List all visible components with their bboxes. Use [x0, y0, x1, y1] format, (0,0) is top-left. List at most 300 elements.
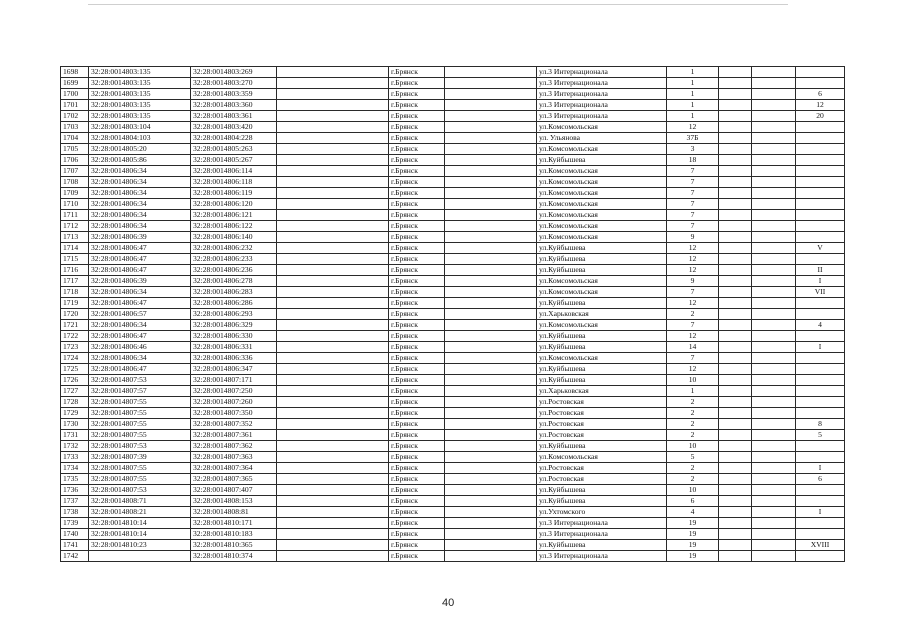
street-cell: ул.Комсомольская [537, 188, 667, 199]
empty-cell [752, 529, 796, 540]
object-number-cell: 32:28:0014806:347 [191, 364, 277, 375]
table-row [61, 111, 845, 122]
empty-cell [445, 133, 537, 144]
empty-cell [719, 122, 752, 133]
city-cell: г.Брянск [389, 210, 445, 221]
street-cell: ул.Куйбышева [537, 243, 667, 254]
land-plot-number-cell: 32:28:0014807:55 [89, 419, 191, 430]
empty-cell [277, 529, 389, 540]
empty-cell [719, 507, 752, 518]
street-cell: ул. Ульянова [537, 133, 667, 144]
empty-cell [719, 67, 752, 78]
object-number-cell: 32:28:0014803:270 [191, 78, 277, 89]
street-cell: ул.Харьковская [537, 386, 667, 397]
empty-cell [719, 452, 752, 463]
empty-cell [445, 397, 537, 408]
city-cell: г.Брянск [389, 540, 445, 551]
empty-cell [445, 518, 537, 529]
table-row [61, 78, 845, 89]
empty-cell [752, 144, 796, 155]
street-cell: ул.3 Интернационала [537, 551, 667, 562]
empty-cell [277, 309, 389, 320]
house-cell: 5 [667, 452, 719, 463]
house-cell: 7 [667, 177, 719, 188]
street-cell: ул.Куйбышева [537, 540, 667, 551]
room-cell: 6 [796, 89, 845, 100]
house-cell: 9 [667, 232, 719, 243]
row-number-cell: 1703 [61, 122, 89, 133]
land-plot-number-cell: 32:28:0014806:34 [89, 199, 191, 210]
empty-cell [752, 298, 796, 309]
land-plot-number-cell: 32:28:0014806:34 [89, 177, 191, 188]
empty-cell [752, 397, 796, 408]
house-cell: 1 [667, 78, 719, 89]
empty-cell [719, 298, 752, 309]
city-cell: г.Брянск [389, 78, 445, 89]
empty-cell [445, 342, 537, 353]
house-cell: 2 [667, 430, 719, 441]
object-number-cell: 32:28:0014805:267 [191, 155, 277, 166]
empty-cell [752, 89, 796, 100]
empty-cell [752, 188, 796, 199]
row-number-cell: 1707 [61, 166, 89, 177]
city-cell: г.Брянск [389, 441, 445, 452]
row-number-cell: 1700 [61, 89, 89, 100]
row-number-cell: 1716 [61, 265, 89, 276]
empty-cell [752, 265, 796, 276]
row-number-cell: 1718 [61, 287, 89, 298]
row-number-cell: 1719 [61, 298, 89, 309]
empty-cell [719, 386, 752, 397]
object-number-cell: 32:28:0014807:365 [191, 474, 277, 485]
empty-cell [719, 78, 752, 89]
row-number-cell: 1742 [61, 551, 89, 562]
row-number-cell: 1713 [61, 232, 89, 243]
row-number-cell: 1730 [61, 419, 89, 430]
room-cell [796, 155, 845, 166]
land-plot-number-cell: 32:28:0014810:14 [89, 529, 191, 540]
empty-cell [277, 496, 389, 507]
object-number-cell: 32:28:0014807:171 [191, 375, 277, 386]
house-cell: 19 [667, 540, 719, 551]
empty-cell [752, 419, 796, 430]
empty-cell [752, 177, 796, 188]
city-cell: г.Брянск [389, 375, 445, 386]
empty-cell [277, 320, 389, 331]
table-row [61, 100, 845, 111]
street-cell: ул.Комсомольская [537, 353, 667, 364]
land-plot-number-cell: 32:28:0014806:47 [89, 265, 191, 276]
empty-cell [719, 287, 752, 298]
empty-cell [445, 474, 537, 485]
city-cell: г.Брянск [389, 232, 445, 243]
street-cell: ул.Комсомольская [537, 210, 667, 221]
object-number-cell: 32:28:0014806:122 [191, 221, 277, 232]
object-number-cell: 32:28:0014807:407 [191, 485, 277, 496]
row-number-cell: 1710 [61, 199, 89, 210]
object-number-cell: 32:28:0014807:361 [191, 430, 277, 441]
street-cell: ул.Куйбышева [537, 441, 667, 452]
empty-cell [277, 221, 389, 232]
city-cell: г.Брянск [389, 265, 445, 276]
room-cell [796, 177, 845, 188]
empty-cell [752, 485, 796, 496]
empty-cell [277, 133, 389, 144]
city-cell: г.Брянск [389, 188, 445, 199]
land-plot-number-cell: 32:28:0014807:55 [89, 463, 191, 474]
street-cell: ул.Ростовская [537, 408, 667, 419]
land-plot-number-cell: 32:28:0014807:39 [89, 452, 191, 463]
row-number-cell: 1715 [61, 254, 89, 265]
house-cell: 10 [667, 485, 719, 496]
city-cell: г.Брянск [389, 551, 445, 562]
empty-cell [719, 441, 752, 452]
street-cell: ул.Ростовская [537, 474, 667, 485]
house-cell: 2 [667, 419, 719, 430]
empty-cell [277, 298, 389, 309]
row-number-cell: 1738 [61, 507, 89, 518]
top-rule [88, 4, 788, 5]
city-cell: г.Брянск [389, 144, 445, 155]
empty-cell [445, 67, 537, 78]
room-cell [796, 518, 845, 529]
land-plot-number-cell: 32:28:0014806:34 [89, 353, 191, 364]
room-cell [796, 309, 845, 320]
city-cell: г.Брянск [389, 331, 445, 342]
empty-cell [752, 452, 796, 463]
room-cell [796, 375, 845, 386]
empty-cell [277, 111, 389, 122]
city-cell: г.Брянск [389, 166, 445, 177]
table-row [61, 210, 845, 221]
land-plot-number-cell: 32:28:0014806:47 [89, 254, 191, 265]
empty-cell [277, 67, 389, 78]
city-cell: г.Брянск [389, 430, 445, 441]
empty-cell [445, 419, 537, 430]
empty-cell [752, 463, 796, 474]
table-row [61, 144, 845, 155]
object-number-cell: 32:28:0014806:278 [191, 276, 277, 287]
empty-cell [445, 485, 537, 496]
land-plot-number-cell: 32:28:0014804:103 [89, 133, 191, 144]
empty-cell [719, 166, 752, 177]
land-plot-number-cell: 32:28:0014810:14 [89, 518, 191, 529]
land-plot-number-cell: 32:28:0014806:34 [89, 166, 191, 177]
object-number-cell: 32:28:0014807:260 [191, 397, 277, 408]
house-cell: 4 [667, 507, 719, 518]
empty-cell [445, 122, 537, 133]
street-cell: ул.3 Интернационала [537, 100, 667, 111]
empty-cell [752, 309, 796, 320]
city-cell: г.Брянск [389, 100, 445, 111]
empty-cell [752, 364, 796, 375]
row-number-cell: 1717 [61, 276, 89, 287]
empty-cell [277, 375, 389, 386]
row-number-cell: 1698 [61, 67, 89, 78]
table-row [61, 408, 845, 419]
row-number-cell: 1702 [61, 111, 89, 122]
room-cell [796, 408, 845, 419]
street-cell: ул.Комсомольская [537, 287, 667, 298]
empty-cell [277, 188, 389, 199]
empty-cell [719, 221, 752, 232]
city-cell: г.Брянск [389, 518, 445, 529]
table-row [61, 232, 845, 243]
table-row [61, 540, 845, 551]
row-number-cell: 1739 [61, 518, 89, 529]
empty-cell [752, 199, 796, 210]
empty-cell [445, 100, 537, 111]
house-cell: 7 [667, 353, 719, 364]
room-cell [796, 298, 845, 309]
land-plot-number-cell: 32:28:0014803:135 [89, 100, 191, 111]
object-number-cell: 32:28:0014804:228 [191, 133, 277, 144]
object-number-cell: 32:28:0014806:331 [191, 342, 277, 353]
empty-cell [445, 188, 537, 199]
page-number: 40 [442, 597, 455, 609]
city-cell: г.Брянск [389, 408, 445, 419]
room-cell [796, 221, 845, 232]
empty-cell [277, 551, 389, 562]
empty-cell [277, 441, 389, 452]
row-number-cell: 1737 [61, 496, 89, 507]
room-cell [796, 386, 845, 397]
empty-cell [445, 111, 537, 122]
room-cell: I [796, 463, 845, 474]
city-cell: г.Брянск [389, 485, 445, 496]
empty-cell [752, 331, 796, 342]
row-number-cell: 1722 [61, 331, 89, 342]
row-number-cell: 1734 [61, 463, 89, 474]
land-plot-number-cell: 32:28:0014807:53 [89, 441, 191, 452]
empty-cell [277, 287, 389, 298]
empty-cell [277, 199, 389, 210]
empty-cell [719, 529, 752, 540]
city-cell: г.Брянск [389, 463, 445, 474]
object-number-cell: 32:28:0014806:140 [191, 232, 277, 243]
city-cell: г.Брянск [389, 177, 445, 188]
room-cell [796, 254, 845, 265]
street-cell: ул.Комсомольская [537, 144, 667, 155]
empty-cell [719, 496, 752, 507]
city-cell: г.Брянск [389, 133, 445, 144]
room-cell [796, 199, 845, 210]
empty-cell [445, 243, 537, 254]
land-plot-number-cell: 32:28:0014805:86 [89, 155, 191, 166]
street-cell: ул.Куйбышева [537, 375, 667, 386]
row-number-cell: 1714 [61, 243, 89, 254]
house-cell: 10 [667, 375, 719, 386]
empty-cell [445, 364, 537, 375]
empty-cell [719, 155, 752, 166]
empty-cell [277, 364, 389, 375]
city-cell: г.Брянск [389, 452, 445, 463]
empty-cell [445, 177, 537, 188]
house-cell: 1 [667, 386, 719, 397]
empty-cell [719, 331, 752, 342]
empty-cell [719, 485, 752, 496]
table-row [61, 364, 845, 375]
row-number-cell: 1723 [61, 342, 89, 353]
empty-cell [445, 540, 537, 551]
empty-cell [719, 243, 752, 254]
table-row [61, 133, 845, 144]
table-row [61, 199, 845, 210]
empty-cell [277, 155, 389, 166]
empty-cell [719, 463, 752, 474]
city-cell: г.Брянск [389, 507, 445, 518]
row-number-cell: 1711 [61, 210, 89, 221]
empty-cell [445, 166, 537, 177]
land-plot-number-cell: 32:28:0014807:53 [89, 375, 191, 386]
empty-cell [719, 111, 752, 122]
room-cell: XVIII [796, 540, 845, 551]
empty-cell [719, 254, 752, 265]
street-cell: ул.Комсомольская [537, 122, 667, 133]
object-number-cell: 32:28:0014807:364 [191, 463, 277, 474]
city-cell: г.Брянск [389, 298, 445, 309]
street-cell: ул.Комсомольская [537, 221, 667, 232]
empty-cell [277, 408, 389, 419]
empty-cell [445, 210, 537, 221]
empty-cell [752, 221, 796, 232]
table-row [61, 518, 845, 529]
empty-cell [277, 397, 389, 408]
empty-cell [752, 166, 796, 177]
empty-cell [719, 276, 752, 287]
object-number-cell: 32:28:0014806:329 [191, 320, 277, 331]
city-cell: г.Брянск [389, 397, 445, 408]
table-row [61, 441, 845, 452]
house-cell: 7 [667, 166, 719, 177]
row-number-cell: 1720 [61, 309, 89, 320]
table-row [61, 551, 845, 562]
table-row [61, 254, 845, 265]
land-plot-number-cell: 32:28:0014803:135 [89, 89, 191, 100]
empty-cell [445, 551, 537, 562]
street-cell: ул.Комсомольская [537, 232, 667, 243]
row-number-cell: 1732 [61, 441, 89, 452]
object-number-cell: 32:28:0014806:283 [191, 287, 277, 298]
empty-cell [277, 276, 389, 287]
room-cell [796, 485, 845, 496]
empty-cell [719, 419, 752, 430]
land-plot-number-cell: 32:28:0014807:55 [89, 474, 191, 485]
city-cell: г.Брянск [389, 419, 445, 430]
row-number-cell: 1699 [61, 78, 89, 89]
street-cell: ул.3 Интернационала [537, 89, 667, 100]
city-cell: г.Брянск [389, 243, 445, 254]
table-row [61, 331, 845, 342]
room-cell [796, 67, 845, 78]
house-cell: 7 [667, 221, 719, 232]
table-row [61, 221, 845, 232]
empty-cell [277, 122, 389, 133]
land-plot-number-cell: 32:28:0014806:39 [89, 276, 191, 287]
empty-cell [752, 67, 796, 78]
street-cell: ул.Комсомольская [537, 320, 667, 331]
table-row [61, 485, 845, 496]
room-cell [796, 210, 845, 221]
street-cell: ул.Ростовская [537, 397, 667, 408]
empty-cell [752, 155, 796, 166]
empty-cell [719, 353, 752, 364]
empty-cell [445, 144, 537, 155]
street-cell: ул.Харьковская [537, 309, 667, 320]
empty-cell [719, 364, 752, 375]
room-cell: I [796, 276, 845, 287]
empty-cell [445, 496, 537, 507]
house-cell: 9 [667, 276, 719, 287]
empty-cell [719, 397, 752, 408]
row-number-cell: 1726 [61, 375, 89, 386]
empty-cell [719, 540, 752, 551]
land-plot-number-cell: 32:28:0014807:55 [89, 430, 191, 441]
empty-cell [719, 232, 752, 243]
object-number-cell: 32:28:0014810:171 [191, 518, 277, 529]
house-cell: 2 [667, 408, 719, 419]
land-plot-number-cell: 32:28:0014806:47 [89, 243, 191, 254]
house-cell: 12 [667, 254, 719, 265]
empty-cell [752, 210, 796, 221]
land-plot-number-cell: 32:28:0014806:46 [89, 342, 191, 353]
house-cell: 7 [667, 287, 719, 298]
empty-cell [277, 485, 389, 496]
house-cell: 3 [667, 144, 719, 155]
empty-cell [445, 89, 537, 100]
house-cell: 14 [667, 342, 719, 353]
object-number-cell: 32:28:0014810:365 [191, 540, 277, 551]
street-cell: ул.Куйбышева [537, 331, 667, 342]
room-cell [796, 78, 845, 89]
house-cell: 7 [667, 188, 719, 199]
house-cell: 12 [667, 364, 719, 375]
land-plot-number-cell: 32:28:0014808:21 [89, 507, 191, 518]
table-row [61, 463, 845, 474]
house-cell: 7 [667, 199, 719, 210]
row-number-cell: 1728 [61, 397, 89, 408]
city-cell: г.Брянск [389, 474, 445, 485]
empty-cell [752, 100, 796, 111]
table-row [61, 243, 845, 254]
empty-cell [752, 386, 796, 397]
street-cell: ул.Куйбышева [537, 342, 667, 353]
object-number-cell: 32:28:0014806:118 [191, 177, 277, 188]
row-number-cell: 1731 [61, 430, 89, 441]
row-number-cell: 1701 [61, 100, 89, 111]
empty-cell [277, 507, 389, 518]
city-cell: г.Брянск [389, 529, 445, 540]
room-cell [796, 144, 845, 155]
house-cell: 12 [667, 298, 719, 309]
land-plot-number-cell: 32:28:0014807:55 [89, 408, 191, 419]
room-cell: I [796, 342, 845, 353]
house-cell: 19 [667, 551, 719, 562]
empty-cell [445, 507, 537, 518]
city-cell: г.Брянск [389, 221, 445, 232]
empty-cell [277, 474, 389, 485]
room-cell: 20 [796, 111, 845, 122]
city-cell: г.Брянск [389, 89, 445, 100]
empty-cell [752, 540, 796, 551]
empty-cell [445, 441, 537, 452]
room-cell [796, 122, 845, 133]
empty-cell [752, 551, 796, 562]
land-plot-number-cell: 32:28:0014806:34 [89, 221, 191, 232]
empty-cell [719, 100, 752, 111]
row-number-cell: 1708 [61, 177, 89, 188]
empty-cell [445, 287, 537, 298]
